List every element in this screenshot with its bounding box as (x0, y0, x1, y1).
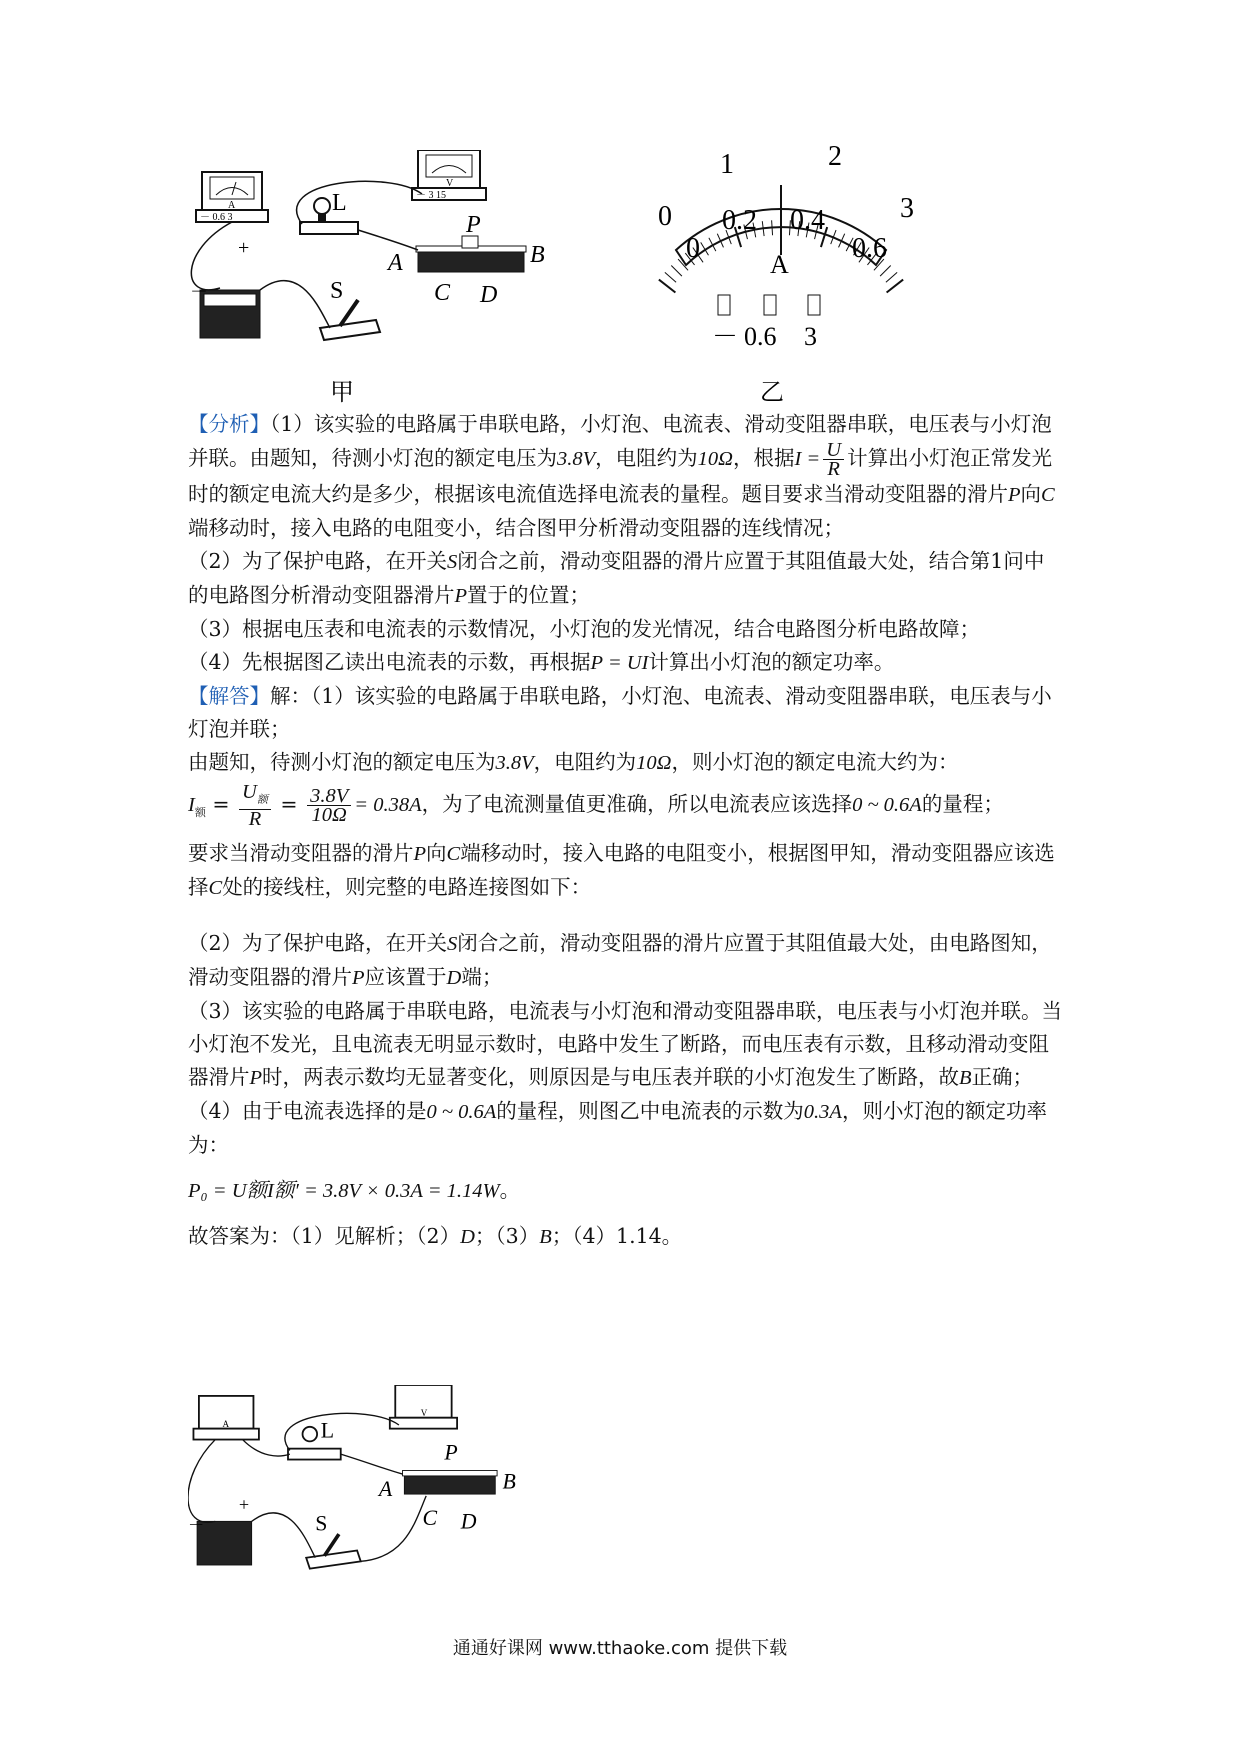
formula-lhs: I = (794, 448, 821, 470)
wire (260, 281, 330, 328)
dial-tick (880, 266, 891, 277)
text: ；（4）1.14。 (551, 1224, 683, 1249)
solution-power-equation (188, 1174, 1063, 1208)
dial-terminals (718, 295, 820, 315)
formula: P = UI (590, 652, 649, 674)
text: ，电阻约为 (595, 446, 698, 470)
text: 置于的位置； (467, 583, 591, 607)
text: ；（3） (474, 1224, 540, 1249)
solution-p1 (188, 680, 1063, 746)
rheostat-c: C (434, 280, 451, 306)
symbol: P (352, 967, 365, 990)
numerator: 3.8V (307, 787, 351, 806)
eq-num: U (242, 780, 257, 803)
symbol: P (249, 1067, 263, 1090)
eq-subscript: 额 (194, 806, 206, 820)
text: 解：（1）该实验的电路属于串联电路，小灯泡、电流表、滑动变阻器串联，电压表与小灯泡并联； (188, 684, 1052, 741)
page-footer: 通通好课网 www.tthaoke.com 提供下载 (452, 1638, 788, 1659)
symbol: S (447, 933, 458, 956)
rheostat-c-2: C (422, 1506, 438, 1530)
eq-subscript: 额 (256, 794, 268, 807)
rheostat-b-2: B (502, 1469, 516, 1494)
dial-tick (665, 272, 676, 282)
solution-p7 (188, 1095, 1063, 1162)
solution-p2 (188, 746, 1063, 780)
solution-p6 (188, 995, 1063, 1095)
symbol: B (539, 1226, 552, 1249)
ammeter (196, 172, 268, 223)
denominator: R (248, 808, 262, 831)
text: ，根据 (732, 446, 795, 470)
text: （4）由于电流表选择的是 (188, 1099, 427, 1124)
dial-tick (886, 272, 897, 282)
lamp (300, 190, 358, 234)
text: 处的接线柱，则完整的电路连接图如下： (222, 875, 592, 900)
battery-minus-2: － (188, 1515, 205, 1535)
inner-scale-0: 0 (686, 233, 700, 264)
symbol: C (446, 843, 461, 866)
analysis-p2 (188, 545, 1063, 613)
value: 0.3A (803, 1101, 842, 1124)
inner-scale-0.6: 0.6 (852, 233, 887, 264)
outer-scale-2: 2 (828, 145, 842, 172)
symbol: P (454, 585, 468, 607)
outer-scale-0: 0 (658, 201, 672, 232)
dial-tick (659, 280, 676, 293)
text: 端； (461, 965, 503, 990)
eq-fraction-2 (307, 787, 351, 824)
power-formula: P₀ = U额I额′ = 3.8V × 0.3A = 1.14W (188, 1180, 500, 1203)
rheostat-p-2: P (444, 1440, 458, 1465)
text: ，则小灯泡的额定电流大约为： (671, 750, 959, 774)
text: 闭合之前，滑动变阻器的滑片应置于其阻值最大处，结合第1问中的电路图分析滑动变阻器滑片 (188, 549, 1045, 607)
text: （3）该实验的电路属于串联电路，电流表与小灯泡和滑动变阻器串联，电压表与小灯泡并联。当小灯泡不发光，且电流表无明显示数时，电路中发生了断路，而电压表有示数，且移动滑动变阻器滑片 (188, 999, 1063, 1090)
inner-scale-0.4: 0.4 (790, 205, 825, 236)
analysis-tag: 【分析】 (188, 412, 270, 436)
rheostat-p: P (466, 212, 481, 238)
ammeter-letter: A (228, 200, 236, 211)
ammeter-terminals: － 0.6 3 (200, 212, 233, 223)
range: 0 ~ 0.6A (852, 794, 922, 816)
symbol: P (413, 843, 427, 866)
range: 0 ~ 0.6A (426, 1101, 497, 1124)
text: ，电阻约为 (533, 750, 637, 774)
dial-tick (887, 280, 904, 293)
completed-circuit-figure (188, 1385, 588, 1585)
voltmeter (412, 150, 486, 201)
text: 计算出小灯泡正常发光时的额定电流大约是多少，根据该电流值选择电流表的量程。题目要求当滑动变阻器的滑片 (188, 446, 1053, 506)
text: 向 (1020, 482, 1042, 506)
symbol: D (460, 1226, 475, 1249)
symbol: B (959, 1067, 972, 1090)
formula-fraction (823, 441, 844, 478)
outer-scale-1: 1 (720, 149, 734, 180)
inner-scale-0.2: 0.2 (722, 205, 757, 236)
text: 的量程； (921, 792, 1004, 816)
text: 应该置于 (364, 965, 447, 990)
text: （1）该实验的电路属于串联电路，小灯泡、电流表、滑动变阻器串联，电压表与小灯泡并联。由题知，待测小灯泡的额定电压为 (188, 412, 1052, 470)
value: 3.8V (557, 448, 596, 470)
text: 闭合之前，滑动变阻器的滑片应置于其阻值最大处，由电路图知，滑动变阻器的滑片 (188, 931, 1052, 990)
rheostat-a-2: A (378, 1476, 393, 1501)
lamp-label-2: L (320, 1418, 335, 1443)
solution-p5 (188, 927, 1063, 995)
switch-label-2: S (315, 1511, 328, 1536)
battery-plus: + (238, 237, 250, 259)
text: ，为了电流测量值更准确，所以电流表应该选择 (421, 792, 853, 816)
text: （2）为了保护电路，在开关 (188, 549, 448, 573)
symbol: C (1041, 484, 1055, 506)
terminal-3: 3 (804, 322, 817, 351)
numerator: U (823, 441, 844, 460)
voltmeter-letter-2: V (420, 1407, 428, 1418)
terminal-0.6: 0.6 (744, 322, 777, 351)
text: 正确； (971, 1065, 1034, 1090)
text: 时，两表示数均无显著变化，则原因是与电压表并联的小灯泡发生了断路，故 (262, 1065, 960, 1090)
figure-caption-jia: 甲 (330, 380, 354, 406)
voltmeter-terminals: － 3 15 (416, 190, 446, 201)
text: 向 (426, 841, 447, 866)
terminal-minus: － (712, 322, 739, 351)
lamp-label: L (332, 190, 347, 216)
symbol: D (446, 967, 462, 990)
eq-symbol: I (188, 794, 195, 816)
text: 的量程，则图乙中电流表的示数为 (496, 1099, 804, 1124)
text: 故答案为：（1）见解析；（2） (188, 1224, 461, 1249)
switch (320, 278, 380, 340)
rheostat-d-2: D (460, 1509, 477, 1534)
battery-minus: － (190, 282, 208, 302)
value: 10Ω (697, 448, 733, 470)
ammeter-letter-2: A (222, 1418, 230, 1429)
symbol: P (1008, 484, 1021, 506)
text: ，则小灯泡的额定功率为： (188, 1099, 1047, 1158)
solution-p4 (188, 837, 1063, 905)
analysis-p3: （3）根据电压表和电流表的示数情况，小灯泡的发光情况，结合电路图分析电路故障； (188, 617, 981, 641)
symbol: C (208, 877, 223, 900)
numerator (239, 780, 271, 810)
text: 。 (499, 1178, 521, 1203)
outer-scale-3: 3 (900, 193, 914, 224)
text: 由题知，待测小灯泡的额定电压为 (188, 750, 496, 774)
figure-caption-yi: 乙 (760, 380, 784, 406)
text: 要求当滑动变阻器的滑片 (188, 841, 414, 866)
text: 计算出小灯泡的额定功率。 (648, 650, 895, 674)
symbol: S (447, 551, 458, 573)
rheostat-d: D (480, 282, 498, 308)
circuit-figure-jia (190, 150, 630, 410)
switch-label: S (330, 278, 344, 304)
value: 3.8V (495, 752, 534, 774)
analysis-p4 (188, 646, 1063, 680)
ammeter-dial-figure-yi (640, 145, 950, 410)
wire (191, 222, 232, 290)
eq-result: = 0.38A (354, 794, 422, 816)
analysis-section (188, 408, 1063, 1254)
battery-plus-2: + (238, 1494, 250, 1515)
text: 端移动时，接入电路的电阻变小，根据图甲知，滑动变阻器应该选择 (188, 841, 1055, 900)
solution-answer (188, 1220, 1063, 1254)
analysis-p1 (188, 408, 1063, 545)
rheostat-b: B (530, 242, 545, 268)
solution-equation: $I_额$ = $\frac{U_额}{R}$ = $\frac{3.8V}{10\Omega}$ = 0.38A，为了电流测量值更准确，所以电流表应该选择0 ~ 0.6A的量程； (188, 780, 1004, 831)
rheostat (386, 212, 545, 308)
rheostat-a: A (388, 250, 403, 276)
denominator: 10Ω (311, 804, 347, 826)
text: （4）先根据图乙读出电流表的示数，再根据 (188, 650, 591, 674)
dial-tick (671, 266, 682, 277)
dial-unit: A (770, 250, 789, 279)
text: （2）为了保护电路，在开关 (188, 931, 448, 956)
solution-tag: 【解答】 (188, 684, 270, 708)
voltmeter-letter: V (446, 178, 454, 189)
eq-fraction-1 (239, 780, 271, 831)
text: 端移动时，接入电路的电阻变小，结合图甲分析滑动变阻器的连线情况； (188, 516, 844, 540)
denominator: R (827, 458, 840, 480)
wire (358, 230, 418, 250)
value: 10Ω (636, 752, 672, 774)
